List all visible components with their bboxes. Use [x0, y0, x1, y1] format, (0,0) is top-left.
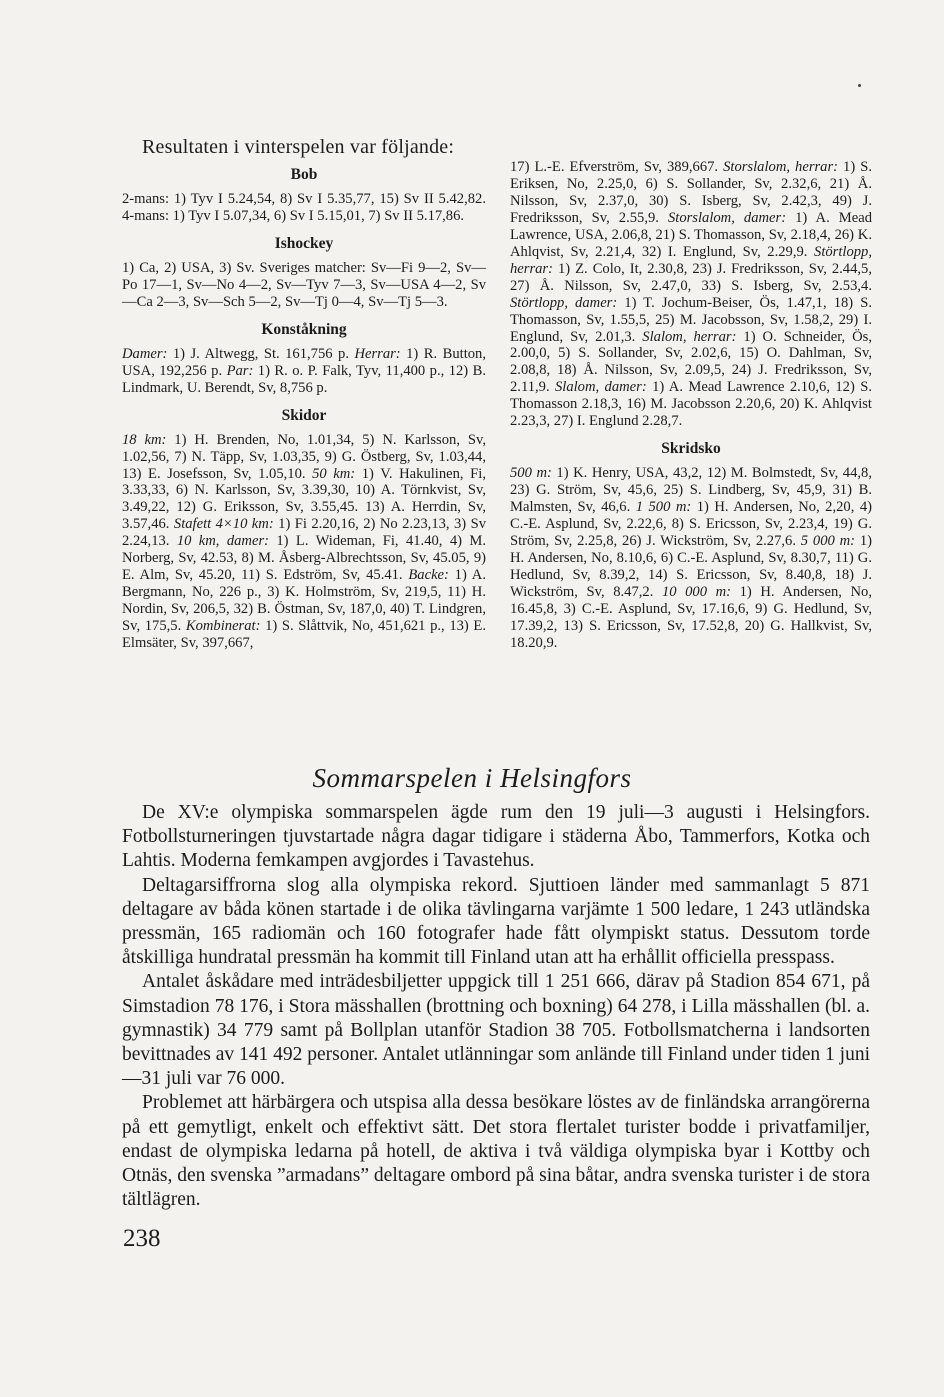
- heading-konstakning: Konståkning: [261, 320, 347, 338]
- body-paragraph: Deltagarsiffrorna slog alla olympiska rekord. Sjuttioen länder med sammanlagt 5 871 deltagare av båda könen startade i de olika tävlingarna varjämte 1 500 ledare, 1 243 utländska pressmän, 165 radiomän och 160 fotografer hade fått olympiskt status. Dessutom torde åtskilliga hundratal pressmän ha kommit till Finland utan att ha erhållit officiella presspass.: [122, 874, 870, 969]
- page-number: 238: [123, 1225, 161, 1252]
- heading-ishockey: Ishockey: [274, 234, 334, 252]
- bob-results: 2-mans: 1) Tyv I 5.24,54, 8) Sv I 5.35,77, 15) Sv II 5.42,82. 4-mans: 1) Tyv I 5.07,34, 6) Sv I 5.15,01, 7) Sv II 5.17,86.: [122, 191, 486, 224]
- heading-bob: Bob: [290, 166, 318, 183]
- ishockey-results: 1) Ca, 2) USA, 3) Sv. Sveriges matcher: Sv—Fi 9—2, Sv—Po 17—1, Sv—No 4—2, Sv—Tyv 7—3, Sv—USA 4—2, Sv—Ca 2—3, Sv—Sch 5—2, Sv—Tj 0—4, Sv—Tj 5—3.: [122, 259, 486, 310]
- konstakning-results: Damer: 1) J. Altwegg, St. 161,756 p. Herrar: 1) R. Button, USA, 192,256 p. Par: 1) R. o. P. Falk, Tyv, 11,400 p., 12) B. Lindmark, U. Berendt, Sv, 8,756 p.: [122, 345, 487, 396]
- section-title: Sommarspelen i Helsingfors: [312, 763, 632, 793]
- body-paragraph: Problemet att härbärgera och utspisa alla dessa besökare löstes av de finländska arrangörerna på ett gemytligt, enkelt och effektivt sätt. Det stora flertalet turister bodde i privatfamiljer, endast de olympiska ledarna på hotell, de aktiva i två väldiga olympiska byar i Kottby och Otnäs, den svenska ”armadans” deltagare ombord på sina båtar, andra svenska turister i de stora tältlägren.: [122, 1092, 870, 1211]
- body-paragraph: De XV:e olympiska sommarspelen ägde rum den 19 juli—3 augusti i Helsingfors. Fotbollsturneringen tjuvstartade några dagar tidigare i städerna Åbo, Tammerfors, Kotka och Lahtis. Moderna femkampen avgjordes i Tavastehus.: [122, 802, 870, 872]
- body-text: [122, 801, 870, 1212]
- right-column: [510, 159, 872, 661]
- skridsko-results: 500 m: 1) K. Henry, USA, 43,2, 12) M. Bolmstedt, Sv, 44,8, 23) G. Ström, Sv, 45,6, 25) S. Lindberg, Sv, 45,9, 31) B. Malmsten, Sv, 46,6. 1 500 m: 1) H. Andersen, No, 2,20, 4) C.-E. Asplund, Sv, 2.22,6, 8) S. Ericsson, Sv, 2.23,4, 19) G. Ström, Sv, 2.25,8, 26) J. Wickström, Sv, 2.27,6. 5 000 m: 1) H. Andersen, No, 8.10,6, 6) C.-E. Asplund, Sv, 8.30,7, 11) G. Hedlund, Sv, 8.39,2, 14) S. Ericsson, Sv, 8.40,8, 18) J. Wickström, Sv, 8.47,2. 10 000 m: 1) H. Andersen, No, 16.45,8, 3) C.-E. Asplund, Sv, 17.16,6, 9) G. Hedlund, Sv, 17.39,2, 13) S. Ericsson, Sv, 17.52,8, 20) G. Hallkvist, Sv, 18.20,9.: [510, 465, 873, 651]
- heading-skidor: Skidor: [281, 406, 327, 424]
- print-speck: [858, 84, 861, 87]
- heading-skridsko: Skridsko: [661, 440, 721, 458]
- results-intro: Resultaten i vinterspelen var följande:: [142, 136, 455, 158]
- body-paragraph: Antalet åskådare med inträdesbiljetter uppgick till 1 251 666, därav på Stadion 854 671, på Simstadion 78 176, i Stora mässhallen (brottning och boxning) 64 278, i Lilla mässhallen (bl. a. gymnastik) 34 779 samt på Bollplan utanför Stadion 38 705. Fotbollsmatcherna i landsorten bevittnades av 141 492 personer. Antalet utlänningar som anlände till Finland under tiden 1 juni—31 juli var 76 000.: [122, 971, 870, 1090]
- left-column: [122, 163, 486, 661]
- skidor-results: 18 km: 1) H. Brenden, No, 1.01,34, 5) N. Karlsson, Sv, 1.02,56, 7) N. Täpp, Sv, 1.03,35, 9) G. Östberg, Sv, 1.03,44, 13) E. Josefsson, Sv, 1.05,10. 50 km: 1) V. Hakulinen, Fi, 3.33,33, 6) N. Karlsson, Sv, 3.39,30, 10) A. Törnkvist, Sv, 3.49,22, 12) G. Eriksson, Sv, 3.55,45. 13) A. Herrdin, Sv, 3.57,46. Stafett 4×10 km: 1) Fi 2.20,16, 2) No 2.23,13, 3) Sv 2.24,13. 10 km, damer: 1) L. Wideman, Fi, 41.40, 4) M. Norberg, Sv, 42.53, 8) M. Åsberg-Albrechtsson, Sv, 45.05, 9) E. Alm, Sv, 45.20, 11) S. Edström, Sv, 45.41. Backe: 1) A. Bergmann, No, 226 p., 3) K. Holmström, Sv, 219,5, 11) H. Nordin, Sv, 206,5, 32) B. Östman, Sv, 187,0, 40) T. Lindgren, Sv, 175,5. Kombinerat: 1) S. Slåttvik, No, 451,621 p., 13) E. Elmsäter, Sv, 397,667,: [122, 431, 487, 652]
- alpine-results: 17) L.-E. Efverström, Sv, 389,667. Storslalom, herrar: 1) S. Eriksen, No, 2.25,0, 6) S. Sollander, Sv, 2.32,6, 21) Å. Nilsson, Sv, 2.37,0, 30) S. Isberg, Sv, 2.42,3, 49) J. Fredriksson, Sv, 2.55,9. Storslalom, damer: 1) A. Mead Lawrence, USA, 2.06,8, 21) S. Thomasson, Sv, 2.18,4, 26) K. Ahlqvist, Sv, 2.21,4, 32) I. Englund, Sv, 2.29,9. Störtlopp, herrar: 1) Z. Colo, It, 2.30,8, 23) J. Fredriksson, Sv, 2.44,5, 27) Å. Nilsson, Sv, 2.47,0, 33) S. Isberg, Sv, 2.53,4. Störtlopp, damer: 1) T. Jochum-Beiser, Ös, 1.47,1, 18) S. Thomasson, Sv, 1.55,5, 25) M. Jacobsson, Sv, 1.58,2, 29) I. Englund, Sv, 2.01,3. Slalom, herrar: 1) O. Schneider, Ös, 2.00,0, 5) S. Sollander, Sv, 2.02,6, 15) O. Dahlman, Sv, 2.08,8, 18) Å. Nilsson, Sv, 2.09,5, 24) J. Fredriksson, Sv, 2.11,9. Slalom, damer: 1) A. Mead Lawrence 2.10,6, 12) S. Thomasson 2.18,3, 16) M. Jacobsson 2.20,6, 20) K. Ahlqvist 2.23,3, 27) I. Englund 2.28,7.: [510, 159, 873, 430]
